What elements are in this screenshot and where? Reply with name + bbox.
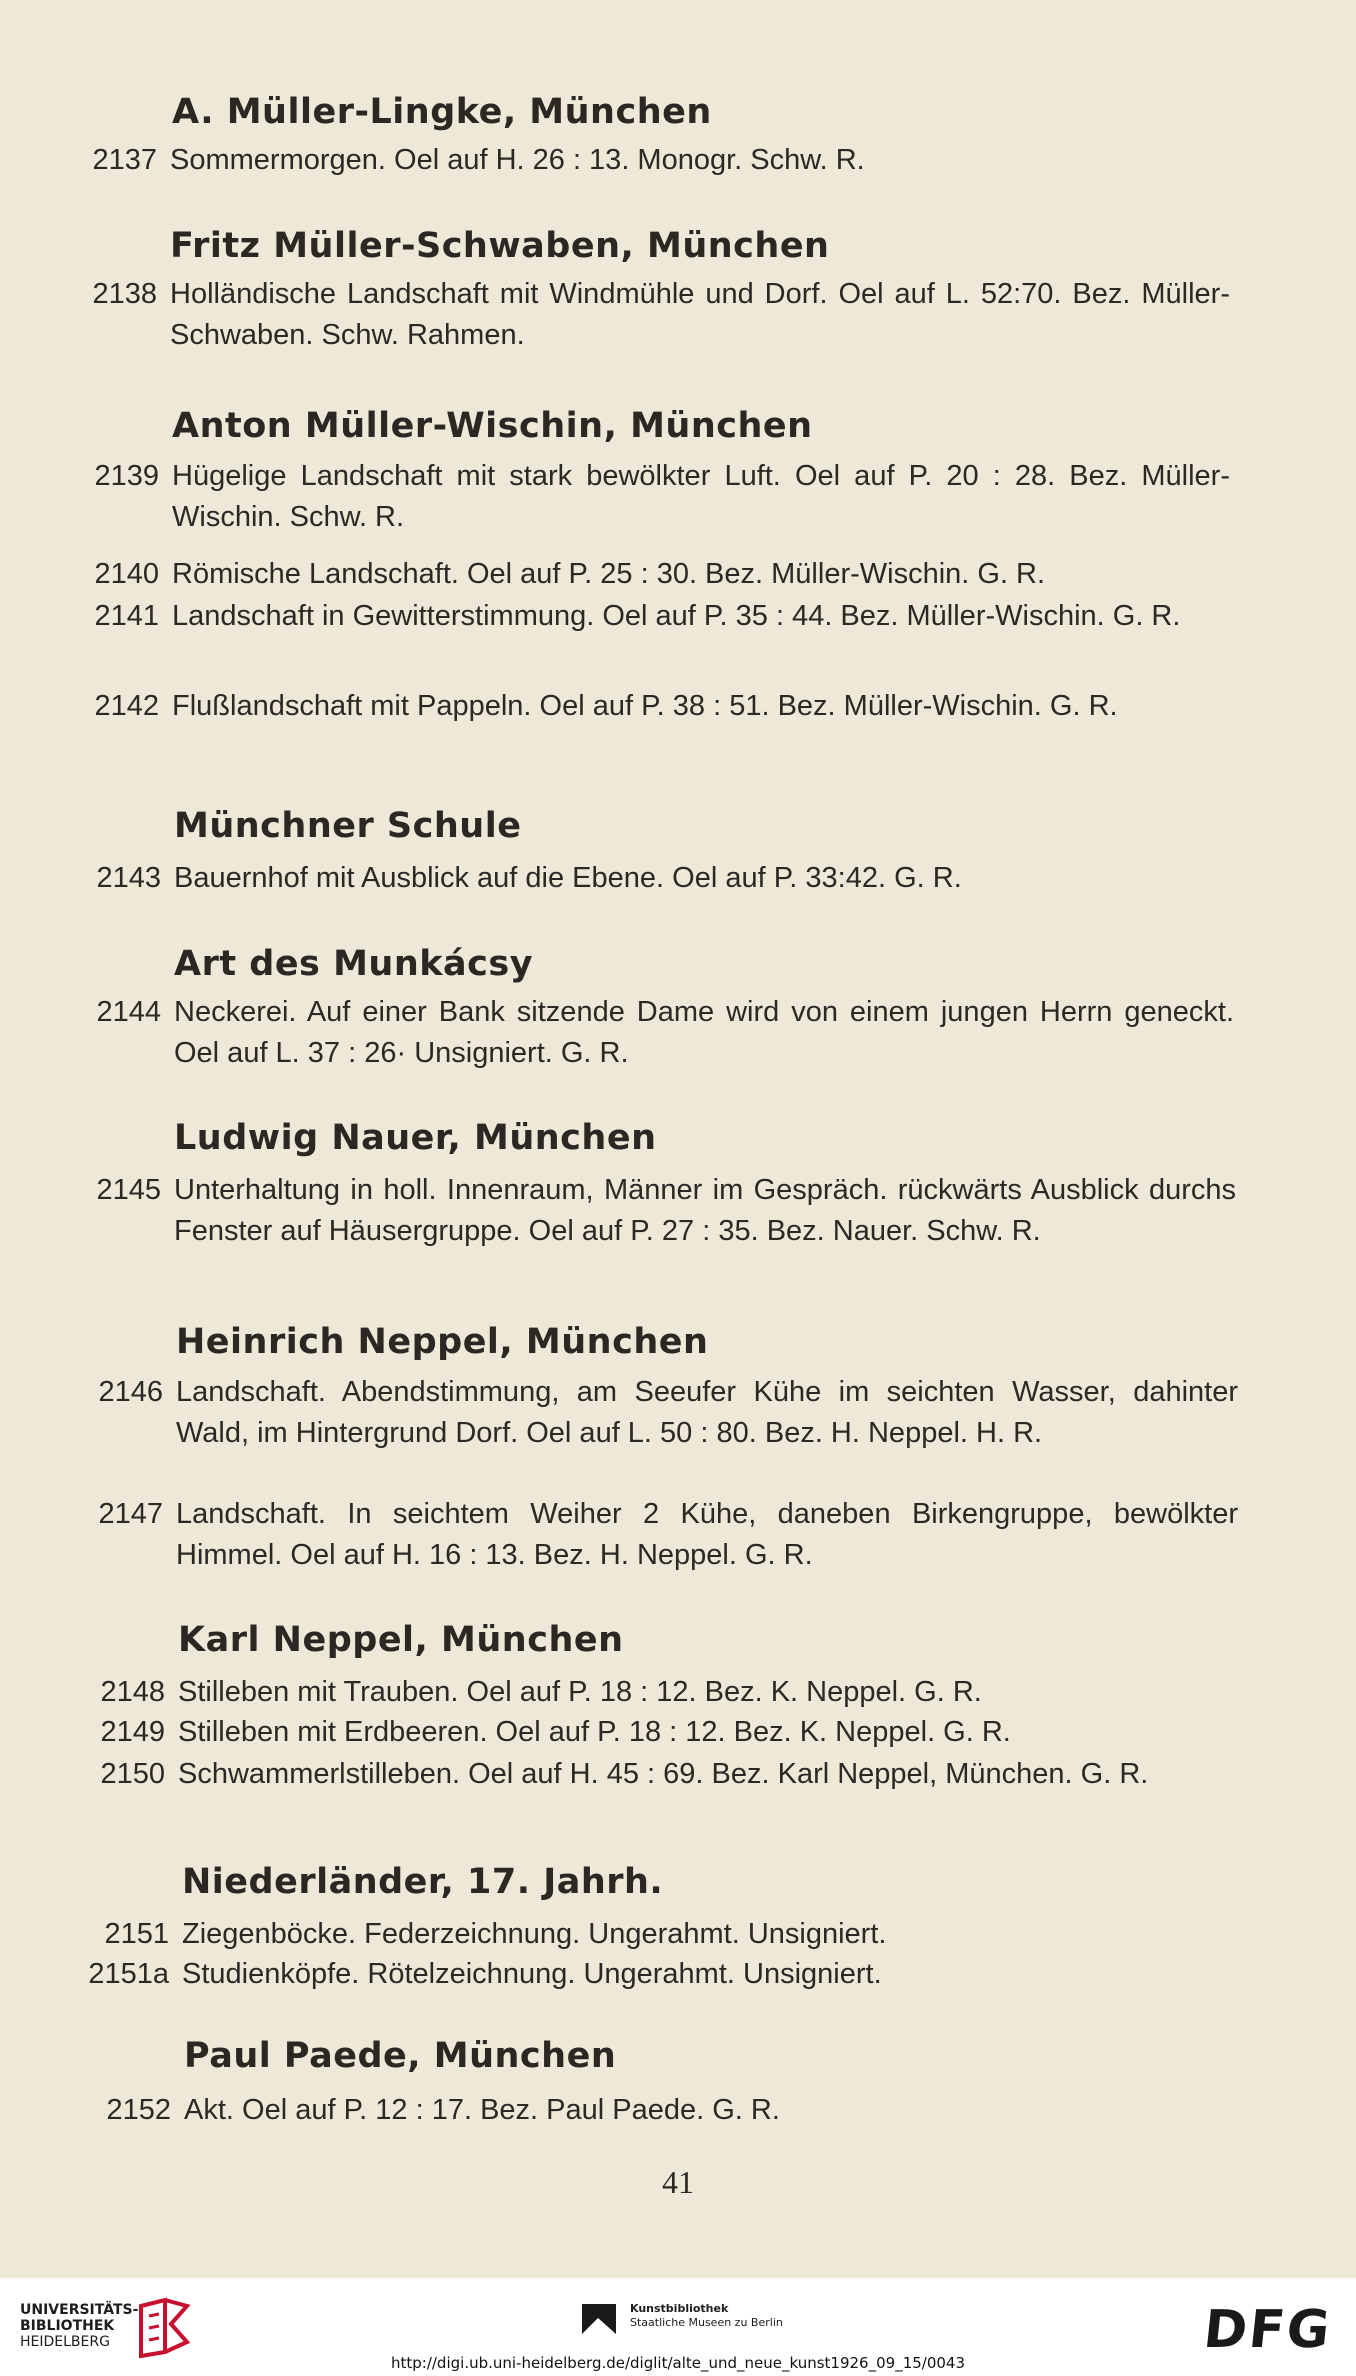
kunstbibliothek-logo-icon[interactable]	[578, 2300, 620, 2340]
lot-number: 2151a	[88, 1958, 169, 1990]
lot-description: Sommermorgen. Oel auf H. 26 : 13. Monogr. Schw. R.	[170, 144, 865, 176]
artist-heading: Art des Munkácsy	[174, 944, 534, 984]
lot-description: Landschaft in Gewitterstimmung. Oel auf P. 35 : 44. Bez. Müller-Wischin. G. R.	[172, 600, 1181, 632]
artist-heading: Heinrich Neppel, München	[176, 1322, 709, 1362]
lot-description: Unterhaltung in holl. Innenraum, Männer im Gespräch. rückwärts Ausblick durchs Fenster auf Häusergruppe. Oel auf P. 27 : 35. Bez. Nauer. Schw. R.	[174, 1174, 1236, 1247]
lot-number: 2144	[96, 996, 161, 1028]
lot-description: Bauernhof mit Ausblick auf die Ebene. Oel auf P. 33:42. G. R.	[174, 862, 962, 894]
library-line-3: HEIDELBERG	[20, 2334, 110, 2350]
lot-number: 2147	[98, 1498, 163, 1530]
university-library-mark-icon	[135, 2296, 191, 2358]
lot-number: 2145	[96, 1174, 161, 1206]
lot-number: 2151	[104, 1918, 169, 1950]
lot-number: 2140	[94, 558, 159, 590]
catalog-entry	[88, 1954, 1242, 1995]
artist-heading: Münchner Schule	[174, 806, 522, 846]
library-line-1: UNIVERSITÄTS-	[20, 2302, 139, 2318]
catalog-entry	[94, 554, 1230, 595]
library-line-2: BIBLIOTHEK	[20, 2318, 115, 2334]
catalog-entry	[92, 140, 1230, 181]
lot-number: 2142	[94, 690, 159, 722]
catalog-entry	[100, 1754, 1240, 1795]
catalog-entry	[94, 456, 1230, 538]
lot-number: 2150	[100, 1758, 165, 1790]
catalog-entry	[106, 2090, 1242, 2131]
artist-heading: A. Müller-Lingke, München	[172, 92, 712, 132]
artist-heading: Ludwig Nauer, München	[174, 1118, 657, 1158]
catalog-entry	[100, 1712, 1240, 1753]
lot-number: 2152	[106, 2094, 171, 2126]
artist-heading: Paul Paede, München	[184, 2036, 617, 2076]
lot-description: Hügelige Landschaft mit stark bewölkter Luft. Oel auf P. 20 : 28. Bez. Müller-Wischin. Schw. R.	[172, 460, 1230, 533]
lot-description: Stilleben mit Trauben. Oel auf P. 18 : 12. Bez. K. Neppel. G. R.	[178, 1676, 982, 1708]
artist-heading: Fritz Müller-Schwaben, München	[170, 226, 830, 266]
catalog-entry	[98, 1372, 1238, 1454]
source-url[interactable]: http://digi.ub.uni-heidelberg.de/diglit/alte_und_neue_kunst1926_09_15/0043	[390, 2354, 966, 2372]
lot-number: 2139	[94, 460, 159, 492]
lot-number: 2137	[92, 144, 157, 176]
catalog-entry	[96, 858, 1230, 899]
lot-number: 2138	[92, 278, 157, 310]
catalog-entry	[104, 1914, 1242, 1955]
lot-number: 2149	[100, 1716, 165, 1748]
lot-description: Holländische Landschaft mit Windmühle und Dorf. Oel auf L. 52:70. Bez. Müller-Schwaben. Schw. Rahmen.	[170, 278, 1230, 351]
kb-line-1: Kunstbibliothek	[630, 2302, 729, 2315]
lot-description: Landschaft. In seichtem Weiher 2 Kühe, daneben Birkengruppe, bewölkter Himmel. Oel auf H. 16 : 13. Bez. H. Neppel. G. R.	[176, 1498, 1238, 1571]
catalog-entry	[94, 596, 1230, 637]
lot-description: Landschaft. Abendstimmung, am Seeufer Kühe im seichten Wasser, dahinter Wald, im Hintergrund Dorf. Oel auf L. 50 : 80. Bez. H. Neppel. H. R.	[176, 1376, 1238, 1449]
page-number: 41	[662, 2164, 694, 2200]
lot-description: Flußlandschaft mit Pappeln. Oel auf P. 38 : 51. Bez. Müller-Wischin. G. R.	[172, 690, 1118, 722]
kunstbibliothek-text	[630, 2302, 783, 2330]
university-library-logo[interactable]	[20, 2302, 138, 2350]
artist-heading: Niederländer, 17. Jahrh.	[182, 1862, 664, 1902]
catalog-entry	[96, 1170, 1236, 1252]
lot-description: Schwammerlstilleben. Oel auf H. 45 : 69. Bez. Karl Neppel, München. G. R.	[178, 1758, 1149, 1790]
lot-description: Stilleben mit Erdbeeren. Oel auf P. 18 : 12. Bez. K. Neppel. G. R.	[178, 1716, 1011, 1748]
catalog-entry	[92, 274, 1230, 356]
catalog-entry	[100, 1672, 1240, 1713]
catalog-entry	[94, 686, 1230, 727]
lot-description: Ziegenböcke. Federzeichnung. Ungerahmt. Unsigniert.	[182, 1918, 887, 1950]
lot-number: 2141	[94, 600, 159, 632]
artist-heading: Anton Müller-Wischin, München	[172, 406, 813, 446]
catalog-entry	[98, 1494, 1238, 1576]
lot-number: 2143	[96, 862, 161, 894]
lot-description: Studienköpfe. Rötelzeichnung. Ungerahmt. Unsigniert.	[182, 1958, 882, 1990]
lot-description: Römische Landschaft. Oel auf P. 25 : 30. Bez. Müller-Wischin. G. R.	[172, 558, 1046, 590]
artist-heading: Karl Neppel, München	[178, 1620, 624, 1660]
digitization-footer	[0, 2278, 1356, 2376]
dfg-logo[interactable]: DFG	[1200, 2300, 1335, 2360]
lot-description: Neckerei. Auf einer Bank sitzende Dame wird von einem jungen Herrn geneckt. Oel auf L. 37 : 26· Unsigniert. G. R.	[174, 996, 1234, 1069]
catalog-entry	[96, 992, 1234, 1074]
kb-line-2: Staatliche Museen zu Berlin	[630, 2316, 783, 2329]
lot-number: 2146	[98, 1376, 163, 1408]
lot-description: Akt. Oel auf P. 12 : 17. Bez. Paul Paede. G. R.	[184, 2094, 780, 2126]
lot-number: 2148	[100, 1676, 165, 1708]
